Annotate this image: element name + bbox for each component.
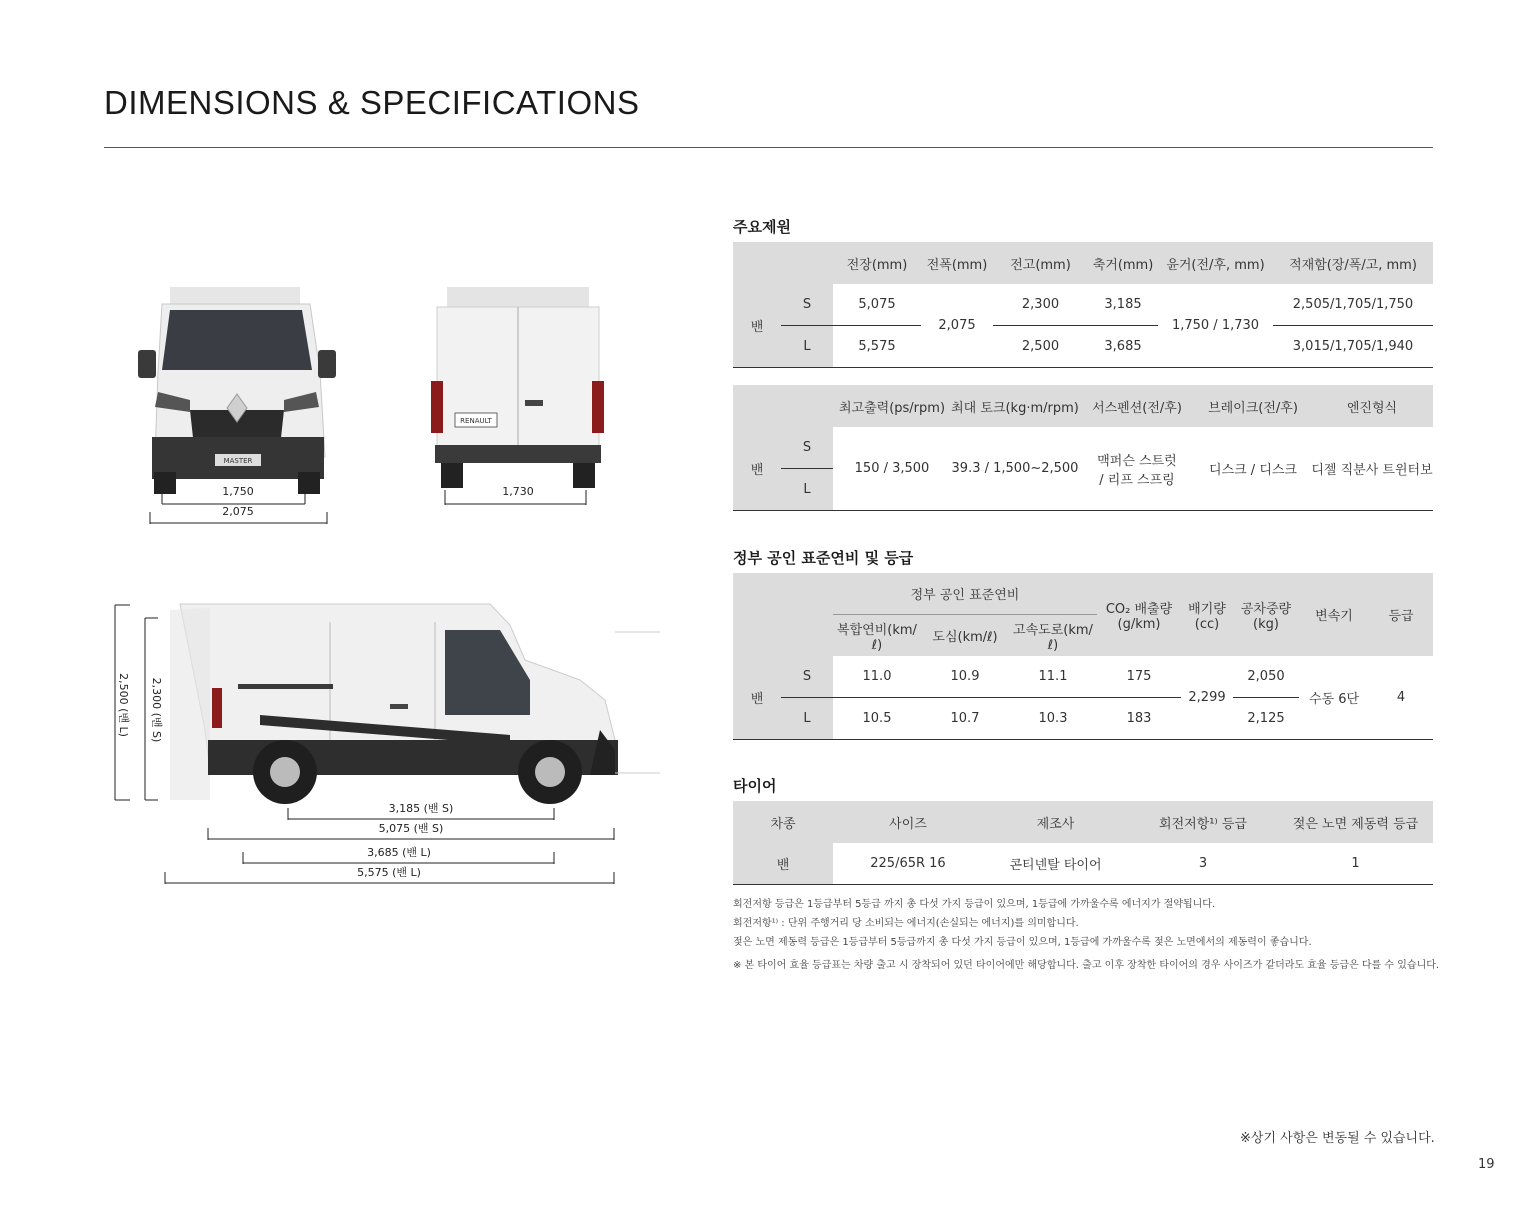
fuel-table (733, 573, 1433, 740)
header-torque: 최대 토크(kg·m/rpm) (951, 385, 1079, 427)
engine-specs-table (733, 385, 1433, 511)
suspension-line-2: / 리프 스프링 (1099, 472, 1175, 488)
co2-line-1: CO₂ 배출량 (1105, 601, 1173, 617)
height-l: 2,500 (993, 326, 1088, 368)
engine-value: 디젤 직분사 트윈터보 (1311, 427, 1433, 511)
combined-s: 11.0 (833, 656, 921, 698)
tire-rolling-resistance: 3 (1128, 843, 1278, 885)
page-title: DIMENSIONS & SPECIFICATIONS (104, 84, 640, 121)
header-width: 전폭(mm) (921, 242, 993, 284)
trim-l: L (781, 326, 833, 368)
fuel-section-title: 정부 공인 표준연비 및 등급 (733, 549, 914, 567)
main-specs-title: 주요제원 (733, 218, 791, 236)
transmission-value: 수동 6단 (1299, 656, 1369, 740)
row-label-van: 밴 (733, 427, 781, 511)
header-engine: 엔진형식 (1311, 385, 1433, 427)
weight-l: 2,125 (1233, 698, 1299, 740)
combined-l: 10.5 (833, 698, 921, 740)
brake-value: 디스크 / 디스크 (1195, 427, 1311, 511)
trim-s: S (781, 656, 833, 698)
wheelbase-s: 3,185 (1088, 284, 1158, 326)
header-city: 도심(km/ℓ) (921, 615, 1009, 657)
length-l: 5,575 (833, 326, 921, 368)
header-wet-grip: 젖은 노면 제동력 등급 (1278, 801, 1433, 843)
track-value: 1,750 / 1,730 (1158, 284, 1273, 368)
weight-line-1: 공차중량 (1240, 601, 1292, 617)
page-number: 19 (1478, 1157, 1495, 1172)
note-line: 회전저항¹⁾ : 단위 주행거리 당 소비되는 에너지(손실되는 에너지)를 의미합니다. (733, 918, 1079, 929)
weight-s: 2,050 (1233, 656, 1299, 698)
highway-s: 11.1 (1009, 656, 1097, 698)
suspension-line-1: 맥퍼슨 스트럿 (1097, 453, 1177, 469)
note-line: ※ 본 타이어 효율 등급표는 차량 출고 시 장착되어 있던 타이어에만 해당합니다. 출고 이후 장착한 타이어의 경우 사이즈가 같더라도 효율 등급은 다를 수 있습니다. (733, 960, 1440, 971)
tire-size: 225/65R 16 (833, 843, 983, 885)
co2-l: 183 (1097, 698, 1181, 740)
title-divider (104, 147, 1433, 148)
header-blank (733, 242, 833, 284)
tire-vehicle: 밴 (733, 843, 833, 885)
width-value: 2,075 (921, 284, 993, 368)
row-label-van: 밴 (733, 284, 781, 368)
header-track: 윤거(전/후, mm) (1158, 242, 1273, 284)
main-specs-table (733, 242, 1433, 368)
length-s-label: 5,075 (밴 S) (378, 822, 444, 835)
co2-line-2: (g/km) (1117, 616, 1161, 632)
tire-notes (733, 895, 1453, 975)
displacement-value: 2,299 (1181, 656, 1233, 740)
height-s: 2,300 (993, 284, 1088, 326)
trim-s: S (781, 284, 833, 326)
header-height: 전고(mm) (993, 242, 1088, 284)
header-cargo: 적재함(장/폭/고, mm) (1273, 242, 1433, 284)
co2-s: 175 (1097, 656, 1181, 698)
trim-s: S (781, 427, 833, 469)
header-highway: 고속도로(km/ℓ) (1009, 615, 1097, 657)
header-blank (733, 385, 833, 427)
rear-track-label: 1,730 (502, 485, 534, 498)
weight-line-2: (kg) (1253, 616, 1279, 632)
grade-value: 4 (1369, 656, 1433, 740)
city-l: 10.7 (921, 698, 1009, 740)
displacement-line-2: (cc) (1194, 616, 1220, 632)
wheelbase-l-label: 3,685 (밴 L) (367, 846, 431, 859)
trim-l: L (781, 698, 833, 740)
note-line: 회전저항 등급은 1등급부터 5등급 까지 총 다섯 가지 등급이 있으며, 1등급에 가까울수록 에너지가 절약됩니다. (733, 899, 1216, 910)
cargo-s: 2,505/1,705/1,750 (1273, 284, 1433, 326)
header-suspension: 서스펜션(전/후) (1079, 385, 1195, 427)
power-value: 150 / 3,500 (833, 427, 951, 511)
length-l-label: 5,575 (밴 L) (357, 866, 421, 879)
header-fuel-group: 정부 공인 표준연비 (833, 573, 1097, 615)
header-wheelbase: 축거(mm) (1088, 242, 1158, 284)
wheelbase-l: 3,685 (1088, 326, 1158, 368)
header-length: 전장(mm) (833, 242, 921, 284)
row-label-van: 밴 (733, 656, 781, 740)
front-width-label: 2,075 (222, 505, 254, 518)
height-s-label: 2,300 (밴 S) (150, 677, 163, 743)
header-power: 최고출력(ps/rpm) (833, 385, 951, 427)
cargo-l: 3,015/1,705/1,940 (1273, 326, 1433, 368)
header-size: 사이즈 (833, 801, 983, 843)
header-rolling-resistance: 회전저항¹⁾ 등급 (1128, 801, 1278, 843)
header-maker: 제조사 (983, 801, 1128, 843)
header-combined: 복합연비(km/ℓ) (833, 615, 921, 657)
header-grade: 등급 (1369, 573, 1433, 656)
header-transmission: 변속기 (1299, 573, 1369, 656)
tire-wet-grip: 1 (1278, 843, 1433, 885)
header-weight (1233, 573, 1299, 656)
header-vehicle: 차종 (733, 801, 833, 843)
footnote: ※상기 사항은 변동될 수 있습니다. (1240, 1131, 1435, 1146)
van-rear-view (425, 285, 610, 510)
note-line: 젖은 노면 제동력 등급은 1등급부터 5등급까지 총 다섯 가지 등급이 있으며, 1등급에 가까울수록 젖은 노면에서의 제동력이 좋습니다. (733, 937, 1312, 948)
tire-table (733, 801, 1433, 885)
highway-l: 10.3 (1009, 698, 1097, 740)
front-track-label: 1,750 (222, 485, 254, 498)
height-l-label: 2,500 (밴 L) (117, 673, 130, 737)
header-brake: 브레이크(전/후) (1195, 385, 1311, 427)
tire-section-title: 타이어 (733, 777, 777, 795)
displacement-line-1: 배기량 (1188, 601, 1226, 617)
header-co2 (1097, 573, 1181, 656)
torque-value: 39.3 / 1,500~2,500 (951, 427, 1079, 511)
header-displacement (1181, 573, 1233, 656)
rear-badge-text: RENAULT (460, 417, 492, 425)
trim-l: L (781, 469, 833, 511)
suspension-value (1079, 427, 1195, 511)
header-blank (733, 573, 833, 656)
tire-maker: 콘티넨탈 타이어 (983, 843, 1128, 885)
wheelbase-s-label: 3,185 (밴 S) (388, 802, 454, 815)
front-badge-text: MASTER (223, 457, 253, 465)
city-s: 10.9 (921, 656, 1009, 698)
length-s: 5,075 (833, 284, 921, 326)
